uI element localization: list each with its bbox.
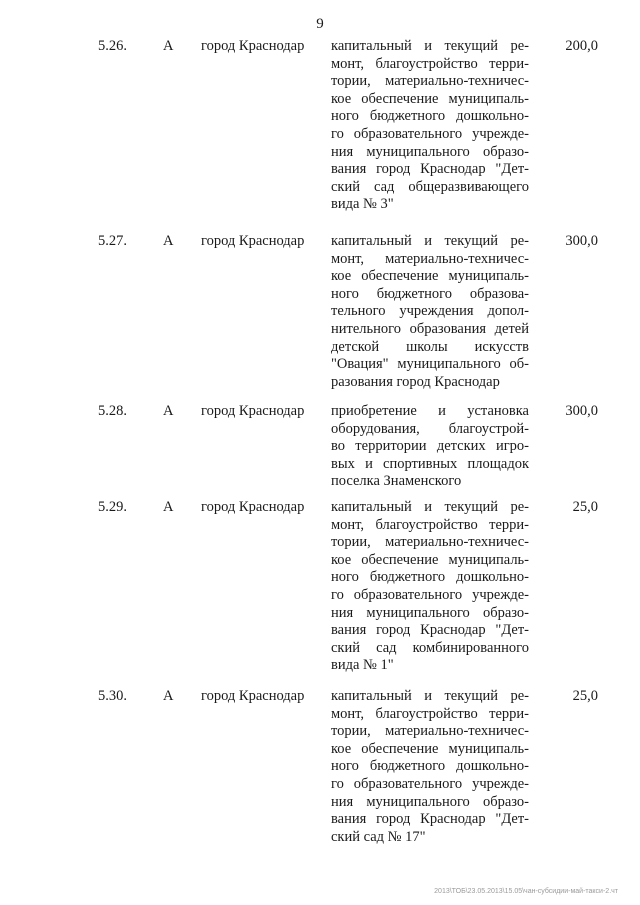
description-line: капитальный и текущий ре- [331,38,529,54]
description-line: монт, материально-техничес- [331,250,529,267]
row-amount: 300,0 [565,233,598,249]
description-line: ного бюджетного дошкольно- [331,108,529,125]
description-line: поселка Знаменского [331,473,462,490]
row-category: А [163,499,174,515]
description-line: оборудования, благоустрой- [331,420,529,437]
row-city: город Краснодар [201,403,305,419]
description-line: монт, благоустройство терри- [331,55,529,72]
description-line: вания город Краснодар "Дет- [331,161,529,178]
row-number: 5.27. [98,233,127,249]
description-line: монт, благоустройство терри- [331,705,529,722]
description-line: капитальный и текущий ре- [331,233,529,249]
row-description [331,688,529,846]
description-line: ский сад общеразвивающего [331,178,529,195]
description-line: "Овация" муниципального об- [331,356,529,373]
description-line: ного бюджетного дошкольно- [331,569,529,586]
row-category: А [163,233,174,249]
description-line: ния муниципального образо- [331,793,529,810]
row-description [331,403,529,491]
page-number: 9 [316,16,324,32]
description-line: ский сад комбинированного [331,639,529,656]
description-line: ния муниципального образо- [331,143,529,160]
row-number: 5.26. [98,38,127,54]
description-line: капитальный и текущий ре- [331,688,529,704]
row-number: 5.29. [98,499,127,515]
row-description [331,499,529,675]
description-line: вания город Краснодар "Дет- [331,622,529,639]
description-line: го образовательного учрежде- [331,586,529,603]
description-line: ного бюджетного образова- [331,285,529,302]
row-amount: 25,0 [572,499,598,515]
description-line: вида № 3" [331,196,394,213]
description-line: приобретение и установка [331,403,529,419]
description-line: кое обеспечение муниципаль- [331,740,529,757]
description-line: кое обеспечение муниципаль- [331,551,529,568]
row-description [331,233,529,391]
description-line: ния муниципального образо- [331,604,529,621]
row-city: город Краснодар [201,38,305,54]
row-number: 5.30. [98,688,127,704]
description-line: разования город Краснодар [331,373,500,390]
description-line: во территории детских игро- [331,438,529,455]
description-line: вания город Краснодар "Дет- [331,811,529,828]
row-amount: 25,0 [572,688,598,704]
description-line: монт, благоустройство терри- [331,516,529,533]
row-category: А [163,38,174,54]
description-line: капитальный и текущий ре- [331,499,529,515]
row-amount: 200,0 [565,38,598,54]
description-line: детской школы искусств [331,338,529,355]
row-city: город Краснодар [201,499,305,515]
description-line: нительного образования детей [331,320,529,337]
description-line: тории, материально-техничес- [331,73,529,90]
description-line: тории, материально-техничес- [331,534,529,551]
description-line: ного бюджетного дошкольно- [331,758,529,775]
description-line: кое обеспечение муниципаль- [331,268,529,285]
description-line: тории, материально-техничес- [331,723,529,740]
description-line: го образовательного учрежде- [331,125,529,142]
row-city: город Краснодар [201,233,305,249]
description-line: вых и спортивных площадок [331,455,529,472]
description-line: ский сад № 17" [331,828,426,845]
row-category: А [163,688,174,704]
description-line: тельного учреждения допол- [331,303,529,320]
row-city: город Краснодар [201,688,305,704]
description-line: кое обеспечение муниципаль- [331,90,529,107]
row-amount: 300,0 [565,403,598,419]
row-description [331,38,529,214]
description-line: го образовательного учрежде- [331,775,529,792]
row-category: А [163,403,174,419]
description-line: вида № 1" [331,657,394,674]
row-number: 5.28. [98,403,127,419]
document-footer: 2013\ТОБ\23.05.2013\15.05\чан-субсидии-май-такси-2.чт [434,888,618,895]
